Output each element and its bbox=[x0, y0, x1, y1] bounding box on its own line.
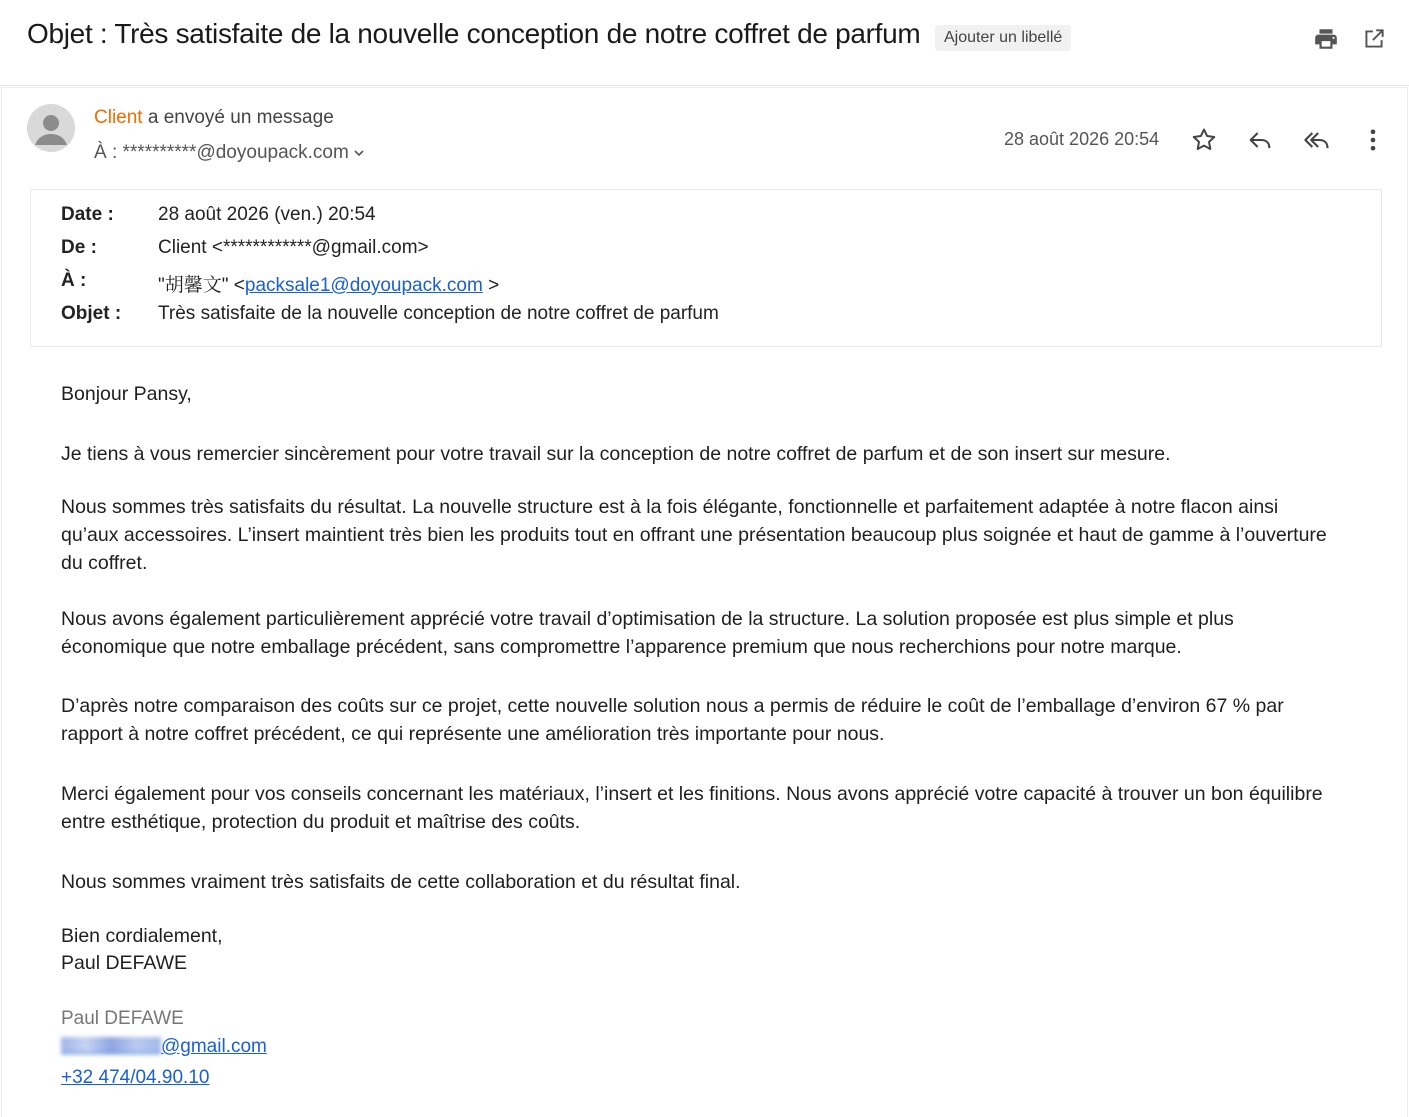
reply-all-icon[interactable] bbox=[1303, 126, 1331, 154]
body-paragraph-5: Merci également pour vos conseils concernant les matériaux, l’insert et les finitions. Nous avons apprécié votre capacité à trouver un bon équilibre entre esthétique, protection du produit et maîtrise des coûts. bbox=[61, 783, 1323, 833]
body-paragraph-1: Je tiens à vous remercier sincèrement pour votre travail sur la conception de notre coffret de parfum et de son insert sur mesure. bbox=[61, 443, 1171, 465]
signature-name: Paul DEFAWE bbox=[61, 1008, 184, 1029]
header-to-suffix: > bbox=[482, 275, 500, 296]
message-headers bbox=[30, 189, 1382, 347]
sender-line bbox=[94, 107, 334, 129]
body-paragraph-4: D’après notre comparaison des coûts sur ce projet, cette nouvelle solution nous a permis de réduire le coût de l’emballage d’environ 67 % par rapport à notre coffret précédent, ce qui représente une amélioration très importante pour nous. bbox=[61, 695, 1284, 745]
add-label-button[interactable]: Ajouter un libellé bbox=[935, 25, 1071, 51]
sender-avatar bbox=[27, 104, 75, 152]
email-subject-title: Objet : Très satisfaite de la nouvelle conception de notre coffret de parfum bbox=[27, 18, 921, 49]
body-greeting: Bonjour Pansy, bbox=[61, 383, 192, 405]
sender-name[interactable]: Client bbox=[94, 107, 143, 128]
header-to-value bbox=[158, 270, 499, 297]
body-paragraph-3: Nous avons également particulièrement apprécié votre travail d’optimisation de la structure. La solution proposée est plus simple et plus économique que notre emballage précédent, sans compromettre l’apparence premium que nous recherchions pour notre marque. bbox=[61, 608, 1234, 658]
print-icon[interactable] bbox=[1313, 26, 1339, 52]
header-from-key: De : bbox=[61, 237, 97, 258]
chevron-down-icon[interactable] bbox=[353, 147, 365, 159]
header-subject-key: Objet : bbox=[61, 303, 122, 324]
recipient-prefix: À : bbox=[94, 142, 123, 163]
subject-bar bbox=[0, 0, 1409, 86]
redacted-email-local-part bbox=[61, 1037, 161, 1054]
body-closing: Bien cordialement, bbox=[61, 925, 223, 947]
signature-email[interactable] bbox=[61, 1036, 267, 1058]
open-in-new-window-icon[interactable] bbox=[1361, 26, 1387, 52]
header-date-key: Date : bbox=[61, 204, 114, 225]
header-to-email-link[interactable]: packsale1@doyoupack.com bbox=[244, 275, 483, 296]
recipient-line[interactable] bbox=[94, 142, 365, 164]
star-icon[interactable] bbox=[1190, 126, 1218, 154]
signature-phone[interactable] bbox=[61, 1067, 209, 1089]
recipient-address: **********@doyoupack.com bbox=[122, 142, 349, 163]
signature-email-domain[interactable]: @gmail.com bbox=[161, 1036, 267, 1057]
sender-action: a envoyé un message bbox=[142, 107, 334, 128]
body-paragraph-6: Nous sommes vraiment très satisfaits de cette collaboration et du résultat final. bbox=[61, 871, 741, 893]
header-to-name: "胡馨文" < bbox=[158, 275, 245, 296]
reply-icon[interactable] bbox=[1246, 126, 1274, 154]
header-from-value: Client <************@gmail.com> bbox=[158, 237, 429, 258]
body-paragraph-2: Nous sommes très satisfaits du résultat. La nouvelle structure est à la fois élégante, fonctionnelle et parfaitement adaptée à notre flacon ainsi qu’aux accessoires. L’insert maintient très bien les produits tout en offrant une présentation beaucoup plus soignée et haut de gamme à l’ouverture du coffret. bbox=[61, 496, 1327, 574]
more-vertical-icon[interactable] bbox=[1359, 126, 1387, 154]
header-to-key: À : bbox=[61, 270, 87, 291]
body-closing-name: Paul DEFAWE bbox=[61, 952, 188, 974]
person-icon bbox=[27, 104, 75, 152]
header-subject-value: Très satisfaite de la nouvelle conception de notre coffret de parfum bbox=[158, 303, 719, 324]
header-date-value: 28 août 2026 (ven.) 20:54 bbox=[158, 204, 376, 225]
signature-phone-link[interactable]: +32 474/04.90.10 bbox=[61, 1067, 210, 1088]
message-date: 28 août 2026 20:54 bbox=[1004, 129, 1160, 149]
